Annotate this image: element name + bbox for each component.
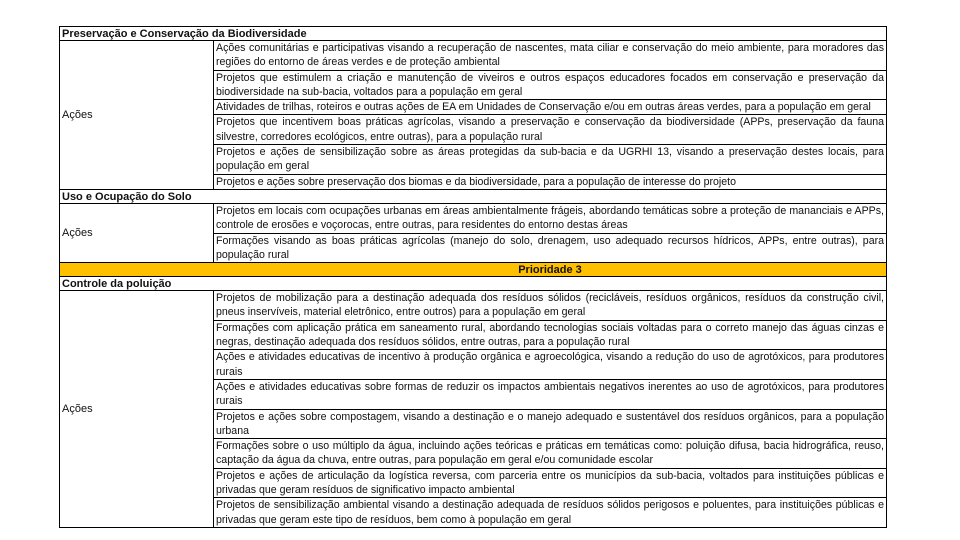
action-item: Projetos em locais com ocupações urbanas em áreas ambientalmente frágeis, abordando temáticas sobre a proteção de mananciais e APPs, controle de erosões e voçorocas, entre outras, para residentes do entorno destas áreas (214, 204, 886, 234)
section-title-land-use: Uso e Ocupação do Solo (60, 190, 886, 204)
section-label: Ações (60, 41, 214, 189)
section-label: Ações (60, 204, 214, 262)
action-item: Formações com aplicação prática em saneamento rural, abordando tecnologias sociais voltadas para o correto manejo das águas cinzas e negras, destinação adequada dos resíduos sólidos, entre outras, para a população rural (214, 321, 886, 351)
action-item: Formações visando as boas práticas agrícolas (manejo do solo, drenagem, uso adequado recursos hídricos, APPs, entre outras), para população rural (216, 234, 884, 261)
action-item: Projetos e ações de articulação da logística reversa, com parceria entre os municípios da sub-bacia, voltados para instituições públicas e privadas que geram resíduos de significativo impacto ambiental (214, 469, 886, 499)
action-item: Formações sobre o uso múltiplo da água, incluindo ações teóricas e práticas em temáticas como: poluição difusa, bacia hidrográfica, reuso, captação da água da chuva, entre outras, para população em geral e/ou comunidade escolar (214, 439, 886, 469)
action-item: Atividades de trilhas, roteiros e outras ações de EA em Unidades de Conservação e/ou em outras áreas verdes, para a população em geral (214, 100, 886, 115)
action-list (214, 41, 886, 189)
action-item: Ações e atividades educativas de incentivo à produção orgânica e agroecológica, visando a redução do uso de agrotóxicos, para produtores rurais (214, 350, 886, 380)
action-item: Ações e atividades educativas sobre formas de reduzir os impactos ambientais negativos inerentes ao uso de agrotóxicos, para produtores rurais (214, 380, 886, 410)
action-item: Projetos e ações de sensibilização sobre as áreas protegidas da sub-bacia e da UGRHI 13, visando a preservação destes locais, para população em geral (214, 145, 886, 175)
section-land-use (60, 204, 886, 263)
action-item: Projetos de mobilização para a destinação adequada dos resíduos sólidos (recicláveis, resíduos orgânicos, resíduos da construção civil, pneus inservíveis, material eletrônico, entre outros) para a população em geral (214, 291, 886, 321)
section-pollution-control (60, 291, 886, 527)
section-biodiversity (60, 41, 886, 190)
action-list (214, 204, 886, 262)
section-title-biodiversity: Preservação e Conservação da Biodiversidade (60, 27, 886, 41)
section-label: Ações (60, 291, 214, 527)
action-item: Ações comunitárias e participativas visando a recuperação de nascentes, mata ciliar e conservação do meio ambiente, para moradores das regiões do entorno de áreas verdes e de proteção ambiental (214, 41, 886, 71)
section-title-pollution-control: Controle da poluição (60, 277, 886, 291)
action-item: Projetos e ações sobre preservação dos biomas e da biodiversidade, para a população de interesse do projeto (216, 175, 737, 188)
action-item: Projetos e ações sobre compostagem, visando a destinação e o manejo adequado e sustentável dos resíduos orgânicos, para a população urbana (214, 410, 886, 440)
action-list (214, 291, 886, 527)
actions-table (59, 26, 887, 528)
action-item: Projetos que incentivem boas práticas agrícolas, visando a preservação e conservação da biodiversidade (APPs, preservação da fauna silvestre, corredores ecológicos, entre outras), para a população rural (214, 115, 886, 145)
action-item: Projetos que estimulem a criação e manutenção de viveiros e outros espaços educadores focados em conservação e preservação da biodiversidade na sub-bacia, voltados para a população em geral (214, 71, 886, 101)
action-item: Projetos de sensibilização ambiental visando a destinação adequada de resíduos sólidos perigosos e poluentes, para instituições públicas e privadas que geram este tipo de resíduos, bem como à população em geral (216, 499, 884, 526)
priority-label: Prioridade 3 (518, 264, 582, 277)
priority-bar (60, 263, 886, 277)
